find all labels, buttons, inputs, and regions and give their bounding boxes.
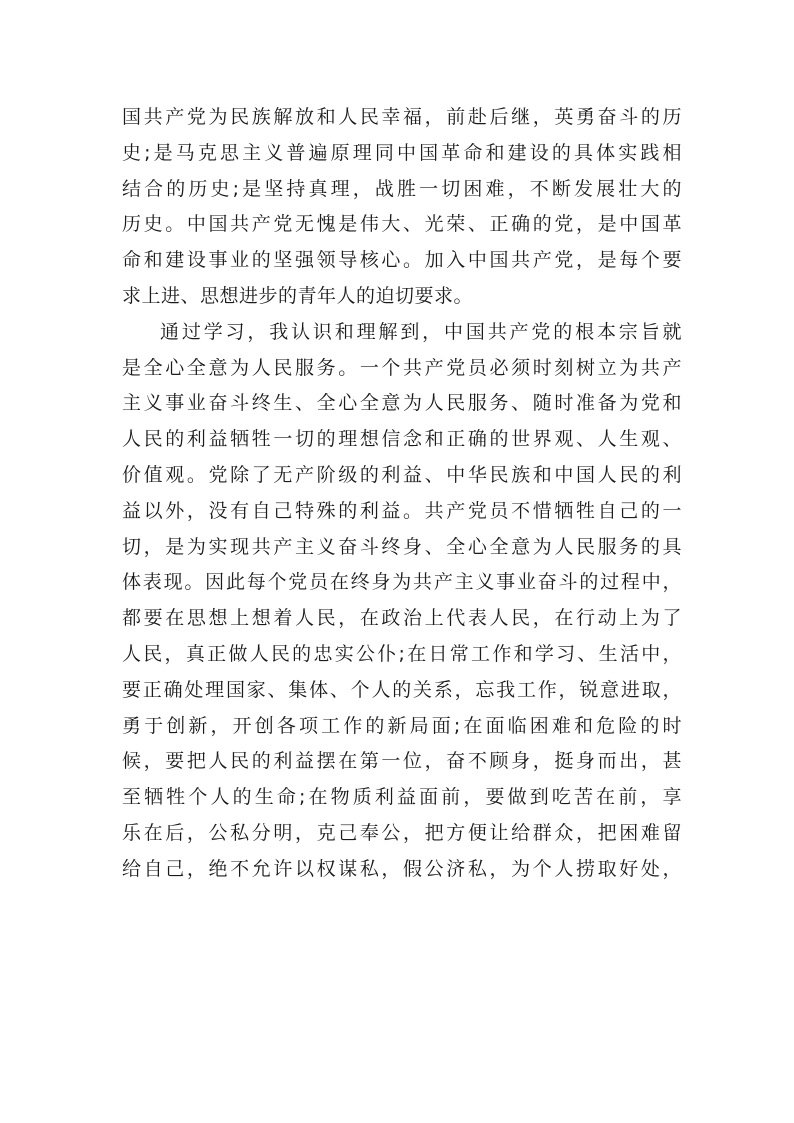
text-line: 勇于创新，开创各项工作的新局面;在面临困难和危险的时 [122, 714, 682, 737]
text-line: 求上进、思想进步的青年人的迫切要求。 [122, 284, 474, 307]
text-line: 切，是为实现共产主义奋斗终身、全心全意为人民服务的具 [122, 535, 682, 558]
text-line: 人民，真正做人民的忠实公仆;在日常工作和学习、生活中， [122, 642, 682, 665]
body-text [122, 100, 682, 888]
text-line: 体表现。因此每个党员在终身为共产主义事业奋斗的过程中， [122, 571, 682, 594]
text-line: 益以外，没有自己特殊的利益。共产党员不惜牺牲自己的一 [122, 499, 682, 522]
text-line: 给自己，绝不允许以权谋私，假公济私，为个人捞取好处， [122, 857, 682, 880]
text-line: 要正确处理国家、集体、个人的关系，忘我工作，锐意进取， [122, 678, 682, 701]
paragraph-first-line: 通过学习，我认识和理解到，中国共产党的根本宗旨就 [160, 320, 682, 343]
text-line: 国共产党为民族解放和人民幸福，前赴后继，英勇奋斗的历 [122, 106, 682, 128]
text-line: 史;是马克思主义普遍原理同中国革命和建设的具体实践相 [122, 141, 682, 164]
text-line: 候，要把人民的利益摆在第一位，奋不顾身，挺身而出，甚 [122, 750, 682, 773]
text-line: 都要在思想上想着人民，在政治上代表人民，在行动上为了 [122, 607, 682, 630]
text-line: 至牺牲个人的生命;在物质利益面前，要做到吃苦在前，享 [122, 786, 682, 809]
text-line: 历史。中国共产党无愧是伟大、光荣、正确的党，是中国革 [122, 213, 682, 236]
text-line: 命和建设事业的坚强领导核心。加入中国共产党，是每个要 [122, 249, 682, 272]
text-line: 价值观。党除了无产阶级的利益、中华民族和中国人民的利 [122, 463, 682, 486]
text-line: 是全心全意为人民服务。一个共产党员必须时刻树立为共产 [122, 356, 682, 379]
text-line: 主义事业奋斗终生、全心全意为人民服务、随时准备为党和 [122, 392, 682, 415]
text-line: 结合的历史;是坚持真理，战胜一切困难，不断发展壮大的 [122, 177, 682, 200]
text-line: 人民的利益牺牲一切的理想信念和正确的世界观、人生观、 [122, 428, 682, 451]
text-line: 乐在后，公私分明，克己奉公，把方便让给群众，把困难留 [122, 821, 682, 844]
